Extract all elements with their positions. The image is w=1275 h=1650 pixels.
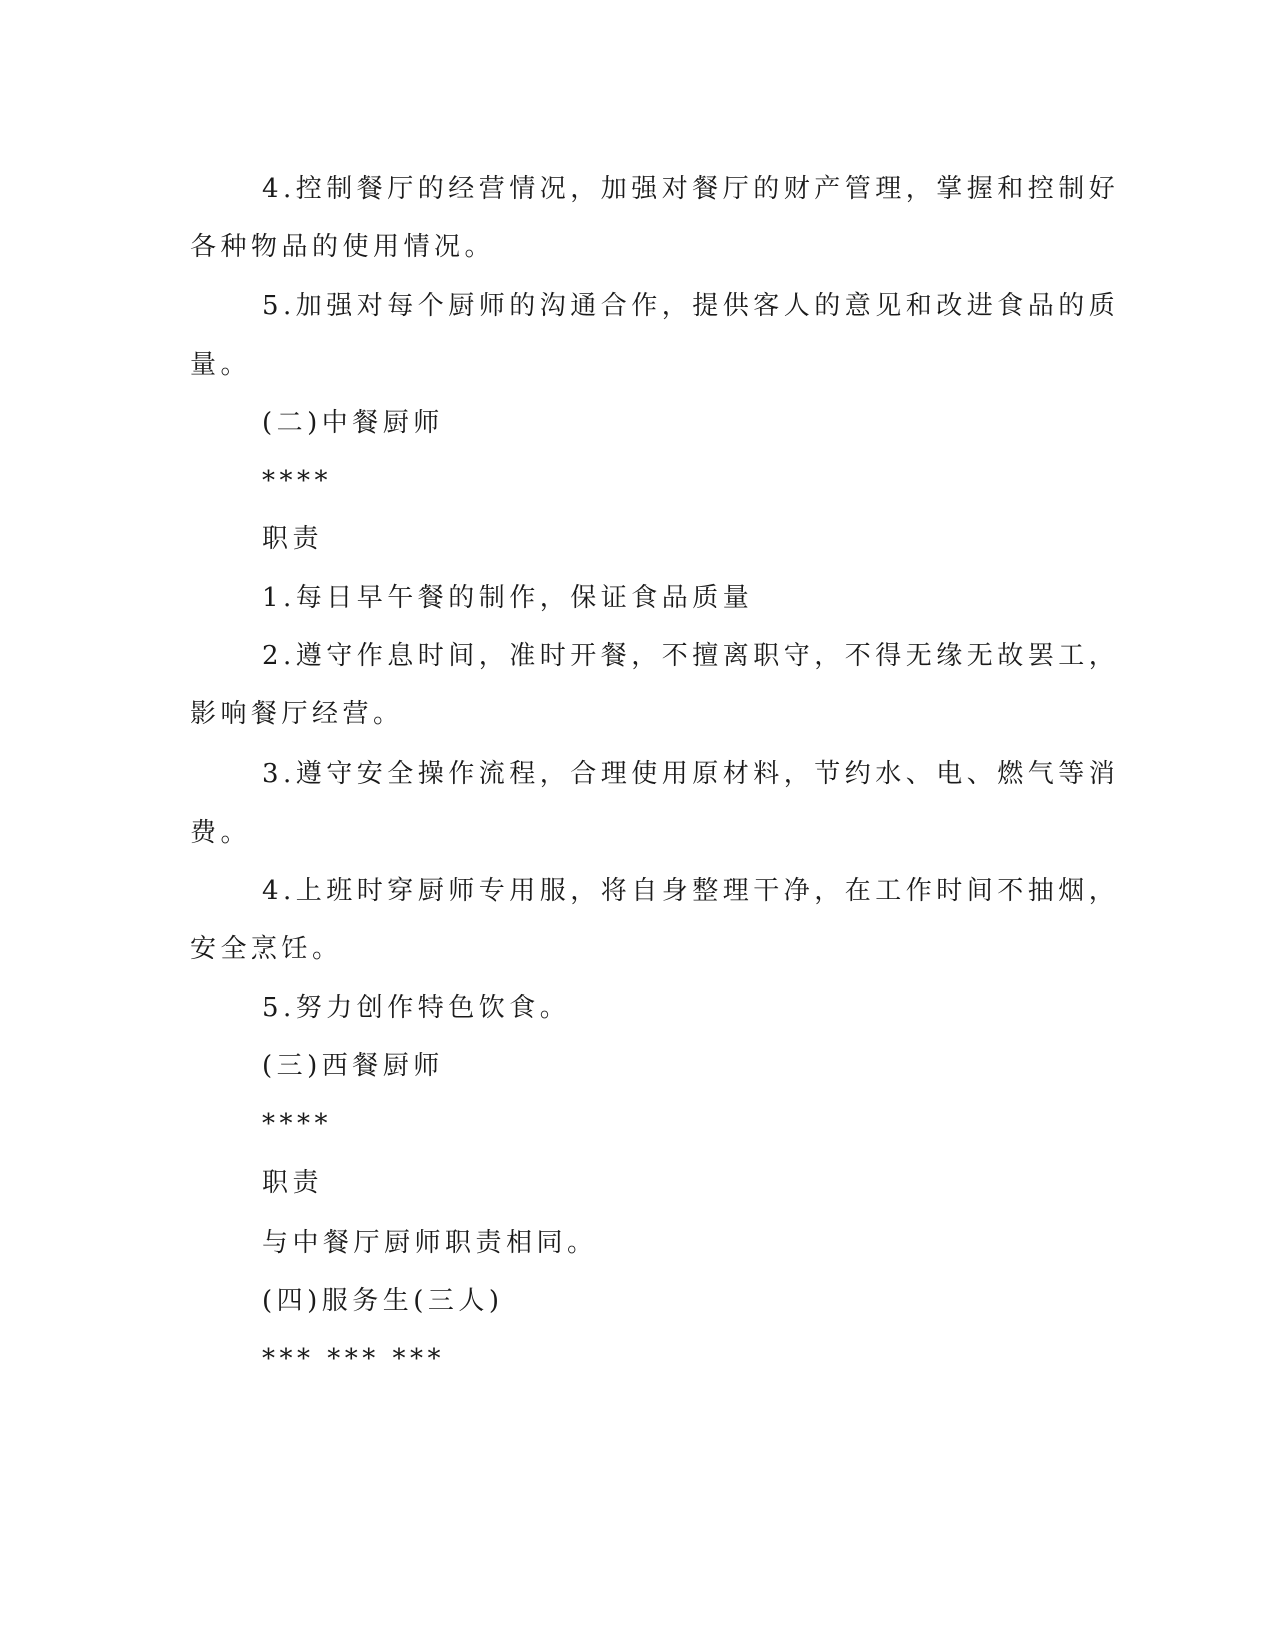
duty-description: 与中餐厅厨师职责相同。 bbox=[262, 1228, 598, 1258]
section-heading-western-chef: (三)西餐厨师 bbox=[262, 1051, 444, 1081]
duty-item-2-line-1: 2.遵守作息时间，准时开餐，不擅离职守，不得无缘无故罢工， bbox=[262, 641, 1120, 671]
section-heading-waiters: (四)服务生(三人) bbox=[262, 1286, 504, 1316]
duty-item-5: 5.努力创作特色饮食。 bbox=[262, 993, 571, 1023]
paragraph-item-4-line-2: 各种物品的使用情况。 bbox=[190, 232, 496, 262]
staff-names-placeholder: *** *** *** bbox=[262, 1344, 446, 1374]
paragraph-item-5-line-1: 5.加强对每个厨师的沟通合作，提供客人的意见和改进食品的质 bbox=[262, 291, 1120, 321]
duty-item-3-line-2: 费。 bbox=[190, 818, 252, 848]
duties-label: 职责 bbox=[262, 524, 324, 554]
paragraph-item-4-line-1: 4.控制餐厅的经营情况，加强对餐厅的财产管理，掌握和控制好 bbox=[262, 174, 1120, 204]
section-heading-chinese-chef: (二)中餐厨师 bbox=[262, 408, 444, 438]
staff-name-placeholder: **** bbox=[262, 1109, 332, 1139]
duty-item-1: 1.每日早午餐的制作，保证食品质量 bbox=[262, 583, 754, 613]
duty-item-3-line-1: 3.遵守安全操作流程，合理使用原材料，节约水、电、燃气等消 bbox=[262, 759, 1120, 789]
duty-item-4-line-2: 安全烹饪。 bbox=[190, 934, 343, 964]
duties-label: 职责 bbox=[262, 1168, 324, 1198]
duty-item-2-line-2: 影响餐厅经营。 bbox=[190, 699, 404, 729]
duty-item-4-line-1: 4.上班时穿厨师专用服，将自身整理干净，在工作时间不抽烟， bbox=[262, 876, 1120, 906]
paragraph-item-5-line-2: 量。 bbox=[190, 350, 252, 380]
staff-name-placeholder: **** bbox=[262, 466, 332, 496]
